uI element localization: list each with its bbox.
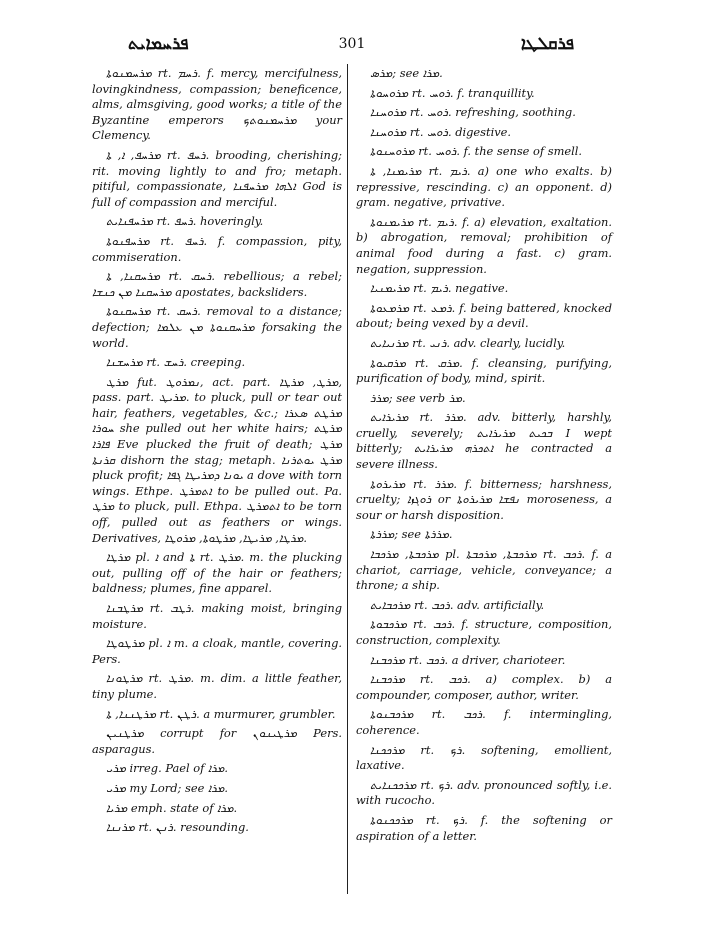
dictionary-entry: ܡܪܝܡܢܝܐ rt. ܪܝܡ. negative.: [370, 281, 509, 296]
dictionary-entry: ܡܪܚܩܢܐ, ܬܐ rt. ܪܚܩ. rebellious; a rebel; ܡܪܚܩܢܐ ܡܢ ܟܢܫܐ apostates, backsliders.: [92, 269, 343, 299]
column-divider: [347, 64, 348, 894]
dictionary-entry: ܡܪܢܢܐ rt. ܪܢܢ. resounding.: [106, 820, 249, 835]
dictionary-entry: ܡܪܝܡܢܘܬܐ rt. ܪܝܡ. f. a) elevation, exaltation. b) abrogation, removal; prohibition of animal food during a fast. c) gram. negation, suppression.: [356, 214, 612, 276]
dictionary-entry: ܡܪܟܒܢܐ rt. ܪܟܒ. a) complex. b) a compounder, composer, author, writer.: [356, 672, 612, 702]
dictionary-entry: ܡܪܝܡܢܐ, ܬܐ rt. ܪܝܡ. a) one who exalts. b) repressive, rescinding. c) an opponent. d) gram. negative, privative.: [356, 163, 613, 210]
dictionary-entry: ܡܪܝ irreg. Pael of ܡܪܐ.: [106, 761, 229, 776]
running-title-left: ܦܪܚܡܐܝܬ: [128, 34, 189, 54]
dictionary-entry: ܡܪܝܪܐܝܬ rt. ܡܪܪ. adv. bitterly, harshly, cruelly, severely; ܒܟܝܬ ܡܪܝܪܐܝܬ I wept bitterly; ܐܬܟܪܗ ܡܪܝܪܐܝܬ he contracted a severe illness.: [356, 410, 613, 472]
dictionary-entry: ܡܪܟܟܢܐܝܬ rt. ܪܟ. adv. pronounced softly, i.e. with rucocho.: [356, 777, 612, 808]
dictionary-entry: ܡܪܛܒܢܐ rt. ܪܛܒ. making moist, bringing moisture.: [92, 601, 342, 631]
dictionary-entry: ܡܪܚܦ, ܐ, ܬܐ rt. ܪܚܦ. brooding, cherishing; rit. moving lightly to and fro; metaph. pitiful, compassionate, ܐܠܗܐ ܡܪܚܦܢܐ God is full of compassion and merciful.: [92, 147, 343, 209]
dictionary-entry: ܡܪܪ; see verb ܡܪ.: [370, 390, 466, 405]
dictionary-entry: ܡܪܟܒܢܐ rt. ܪܟܒ. a driver, charioteer.: [370, 652, 566, 667]
dictionary-entry: ܡܪܘܚܢܐ rt. ܪܘܚ. digestive.: [370, 124, 512, 139]
dictionary-entry: ܡܪܣ; see ܡܪܐ.: [370, 66, 443, 80]
page-header: [90, 34, 614, 58]
dictionary-entry: ܡܪܟܒܢܘܬܐ rt. ܪܟܒ. f. intermingling, coherence.: [356, 707, 612, 737]
dictionary-entry: ܡܪܚܦܢܐܝܬ rt. ܪܚܦ. hoveringly.: [106, 214, 264, 229]
dictionary-entry: ܡܪܚܦܢܘܬܐ rt. ܪܚܦ. f. compassion, pity, commiseration.: [92, 233, 342, 264]
dictionary-entry: ܡܪܝܐ emph. state of ܡܪܐ.: [106, 800, 238, 815]
dictionary-entry: ܡܪܘܚܘܬܐ rt. ܪܘܚ. f. tranquillity.: [370, 85, 535, 100]
dictionary-entry: ܡܪܟܒܘܬܐ rt. ܪܟܒ. f. structure, composition, construction, complexity.: [356, 617, 612, 647]
dictionary-entry: ܡܪܛܐ pl. ܐ and ܬܐ rt. ܡܪܛ. m. the plucking out, pulling off of the hair or feathers; baldness; plumes, fine apparel.: [92, 550, 342, 596]
dictionary-entry: ܡܪܛܢܝܢ corrupt for ܡܪܛܝܢܘܢ Pers. asparagus.: [92, 726, 342, 756]
dictionary-entry: ܡܪܛܘܛܐ pl. ܐ m. a cloak, mantle, covering. Pers.: [92, 636, 343, 666]
dictionary-entry: ܡܪܝ my Lord; see ܡܪܐ.: [106, 780, 228, 795]
dictionary-entry: ܡܪܛܢܢܐ, ܬܐ rt. ܪܛܢ. a murmurer, grumbler.: [106, 706, 336, 721]
dictionary-entry: ܡܪܩܝܘܬܐ rt. ܡܪܩ. f. cleansing, purifying, purification of body, mind, spirit.: [356, 355, 612, 386]
dictionary-entry: ܡܪܘܚܢܐ rt. ܪܘܚ. refreshing, soothing.: [370, 105, 576, 120]
dictionary-entry: ܡܪܟܒܐܝܬ rt. ܪܟܒ. adv. artificially.: [370, 597, 545, 612]
dictionary-entry: ܡܪܘܚܢܘܬܐ rt. ܪܘܚ. f. the sense of smell.: [370, 144, 583, 159]
dictionary-entry: ܡܪܛܘܢܐ rt. ܡܪܛ. m. dim. a little feather, tiny plume.: [92, 671, 342, 701]
dictionary-entry: ܡܪܟܟܢܘܬܐ rt. ܪܟ. f. the softening or aspiration of a letter.: [356, 812, 612, 843]
dictionary-entry: ܡܪܚܩܢܘܬܐ rt. ܪܚܩ. removal to a distance; defection; ܡܪܚܩܢܘܬܐ ܡܢ ܥܠܡܐ forsaking the world.: [92, 304, 342, 350]
page-number: 301: [338, 36, 366, 52]
dictionary-entry: ܡܪܚܫܢܐ rt. ܪܚܫ. creeping.: [106, 355, 246, 370]
dictionary-entry: ܡܪܝܪܘܬܐ rt. ܡܪܪ. f. bitterness; harshness, cruelty; ܪܘܓܙܐ or ܢܦܫܐ ܡܪܝܪܘܬܐ moroseness, a sour or harsh disposition.: [356, 476, 613, 522]
dictionary-entry: ܡܪܟܒܬܐ, ܡܪܟܒܐ pl. ܡܪܟܒܬܐ, ܡܪܟܒܬܐ rt. ܪܟܒ. f. a chariot, carriage, vehicle, conveyance; a throne; a ship.: [356, 547, 613, 593]
dictionary-entry: ܡܪܚܡܢܘܬܐ rt. ܪܚܡ. f. mercy, mercifulness, lovingkindness, compassion; beneficence, alms, almsgiving, good works; a title of the Byzantine emperors ܡܪܚܡܢܘܬܟ your Clemency.: [92, 66, 342, 143]
dictionary-entry: ܡܪܛ fut. ܢܡܪܘܛ, act. part. ܡܪܛ, ܡܪܛܐ, pass. part. ܡܪܝܛ. to pluck, pull or tear out hair, feathers, vegetables, &c.; ܡܪܛܬ ܣܥܪܐ ܚܘܪܐ she pulled out her white hairs; ܡܪܛܬ ܦܐܪܐ Eve plucked the fruit of death; ܡܪܛ ܩܪܢܬܐ dishorn the stag; metaph. ܡܪܛ ܝܘܬܪܢܐ pluck profit; ܝܘܢܐ ܕܡܪܝܛܐ ܓܦܐ a dove with torn wings. Ethpe. ܐܬܡܪܛ to be pulled out. Pa. ܡܪܛ to pluck, pull. Ethpa. ܐܬܡܪܛ to be torn off, pulled out as feathers or wings. Derivatives, ܡܪܛܐ, ܡܪܝܛܐ, ܡܪܛܘܬܐ, ܡܪܘܛܐ.: [92, 374, 343, 545]
running-title-right: ܦܪܩܠܛܐ: [520, 34, 574, 54]
dictionary-entry: ܡܪܡܥܘܬܐ rt. ܪܡܥ. f. being battered, knocked about; being vexed by a devil.: [356, 300, 612, 331]
left-column: [92, 66, 342, 840]
dictionary-entry: ܡܪܢܝܐܝܬ rt. ܪܢܝ. adv. clearly, lucidly.: [370, 335, 566, 350]
dictionary-entry: ܡܪܪܬܐ; see ܡܪܪܬܐ.: [370, 527, 453, 542]
dictionary-entry: ܡܪܟܟܢܐ rt. ܪܟ. softening, emollient, laxative.: [356, 742, 613, 773]
right-column: [356, 66, 612, 848]
